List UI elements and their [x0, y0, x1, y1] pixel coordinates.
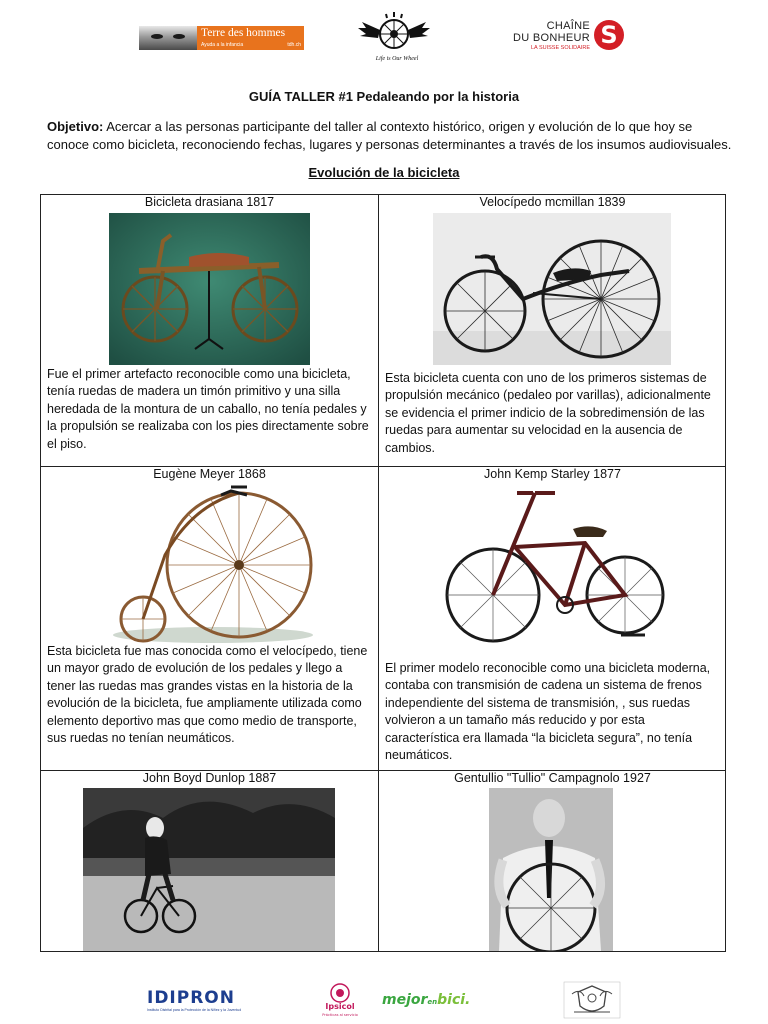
table-cell-draisine [41, 195, 378, 466]
cdb-s-mark: S [594, 20, 624, 50]
draisine-photo [109, 213, 310, 365]
safety-bicycle-photo [435, 485, 669, 645]
dunlop-rider-photo [83, 788, 335, 951]
cdb-line-1: CHAÎNE [546, 20, 590, 32]
objective-paragraph [47, 118, 737, 154]
section-heading: Evolución de la bicicleta [308, 165, 460, 180]
objective-text: Acercar a las personas participante del taller al contexto histórico, origen y evolución de lo que hoy se conoce como bicicleta, reconociendo fechas, lugares y personas determinantes a través de los insumos audiovisuales. [47, 119, 732, 152]
idipron-logo: IDIPRON [147, 988, 235, 1008]
terre-des-hommes-logo [139, 26, 304, 50]
ipsicol-logo [308, 982, 372, 1020]
en-word: en [427, 998, 438, 1006]
campagnolo-portrait-photo [489, 788, 613, 951]
table-cell-macmillan [379, 195, 726, 466]
penny-farthing-photo [103, 485, 319, 643]
chaine-du-bonheur-logo [512, 20, 624, 60]
header-logos [0, 12, 768, 68]
cell-title: John Kemp Starley 1877 [484, 467, 621, 481]
document-title: GUÍA TALLER #1 Pedaleando por la historia [248, 89, 520, 104]
cell-description: Fue el primer artefacto reconocible como una bicicleta, tenía ruedas de madera un timón primitivo y una silla heredada de la montura de un caballo, no tenía pedales y la propulsión se realizaba con los pies directamente sobre el piso. [47, 367, 369, 451]
table-cell-starley [379, 467, 726, 770]
table-cell-dunlop [41, 771, 378, 952]
cell-title: John Boyd Dunlop 1887 [142, 771, 277, 785]
cell-title: Velocípedo mcmillan 1839 [479, 195, 626, 209]
ipsicol-name: Ipsicol [325, 1002, 355, 1011]
table-cell-campagnolo [379, 771, 726, 952]
bici-word: bici. [437, 992, 471, 1008]
table-cell-meyer [41, 467, 378, 770]
mejor-en-bici-logo [382, 992, 470, 1008]
footer-logos [0, 976, 768, 1020]
cell-description: El primer modelo reconocible como una bicicleta moderna, contaba con transmisión de cadena un sistema de frenos independiente del sistema de transmisión, , sus ruedas volvieron a un tamaño más reducido y por esta característica era llamada “la bicicleta segura”, no tenía neumáticos. [385, 661, 711, 763]
cell-title: Bicicleta drasiana 1817 [144, 195, 275, 209]
cell-description: Esta bicicleta cuenta con uno de los primeros sistemas de propulsión mecánico (pedaleo por varillas), adicionalmente se evidencia el primer indicio de la sobredimensión de las ruedas para aumentar su velocidad en la ausencia de cambios. [385, 371, 711, 455]
idipron-subtitle: Instituto Distrital para la Protección de la Niñez y la Juventud [147, 1008, 242, 1012]
winged-wheel-slogan: Life is Our Wheel [375, 56, 419, 62]
ipsicol-subtitle: Prácticas al servicio [322, 1013, 358, 1017]
district-seal-logo [562, 980, 622, 1020]
cell-description: Esta bicicleta fue mas conocida como el velocípedo, tiene un mayor grado de evolución de los pedales y llego a tener las ruedas mas grandes vistas en la historia de la evolución de la bicicleta, fue ampliamente utilizada como elemento deportivo mas que como medio de transporte, sus ruedas no tenían neumáticos. [47, 644, 368, 746]
mejor-word: mejor [382, 992, 428, 1008]
child-eyes-image [139, 26, 197, 50]
bicycle-evolution-table [40, 194, 726, 952]
tdh-name: Terre des hommes [201, 27, 286, 39]
macmillan-velocipede-photo [433, 213, 671, 365]
objective-label: Objetivo: [47, 119, 104, 134]
tdh-tagline: Ayuda a la infancia [201, 42, 244, 48]
cell-title: Gentullio "Tullio" Campagnolo 1927 [454, 771, 651, 785]
cdb-line-3: LA SUISSE SOLIDAIRE [531, 45, 590, 51]
cdb-line-2: DU BONHEUR [513, 32, 590, 44]
cell-title: Eugène Meyer 1868 [153, 467, 266, 481]
tdh-url: tdh.ch [287, 42, 301, 48]
